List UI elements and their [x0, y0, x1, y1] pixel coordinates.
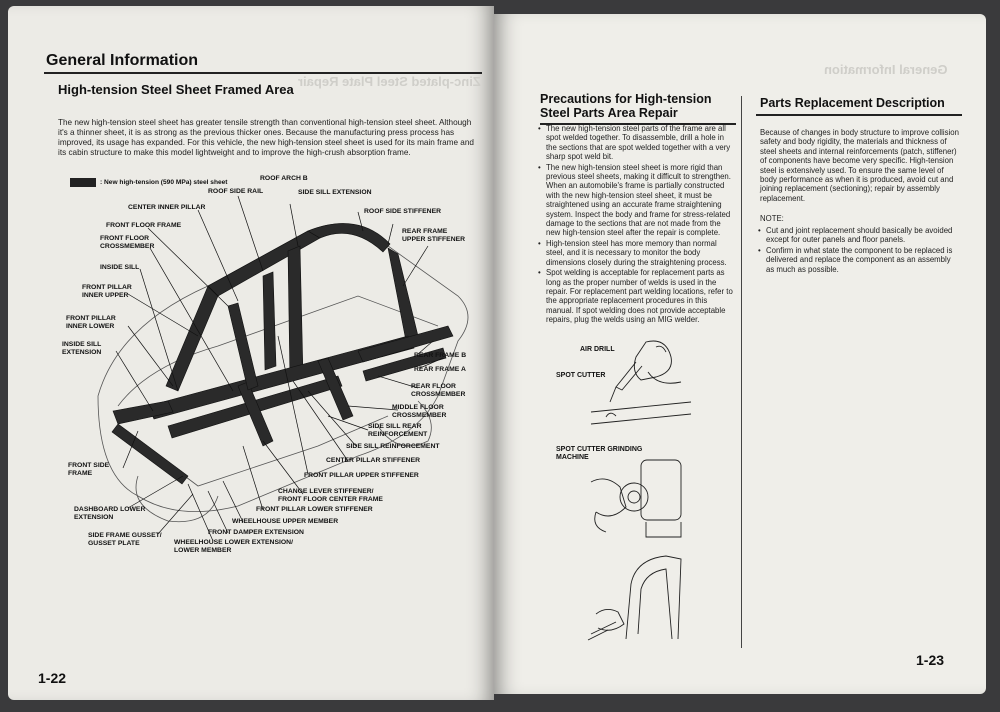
- note-item: • Cut and joint replacement should basically be avoided except for outer panels and floor panels.: [758, 226, 960, 245]
- precaution-item: • The new high-tension steel sheet is more rigid than previous steel sheets, making it difficult to strengthen. When an automobile's frame is partially constructed with the new high-tension steel sheet, it must be straightened using an accurate frame straightening system. Inspect the body and frame for stress-related damage to the sections that are not made from the new high-tension steel after the repair is complete.: [538, 163, 736, 238]
- left-page: [8, 6, 494, 700]
- precautions-title: Precautions for High-tension Steel Parts Area Repair: [540, 92, 712, 120]
- label-spot-cutter: SPOT CUTTER: [556, 372, 606, 379]
- label-air-drill: AIR DRILL: [580, 346, 615, 353]
- label-front-floor-crossmember: FRONT FLOOR CROSSMEMBER: [100, 235, 155, 250]
- section-rule: [44, 72, 482, 74]
- label-front-floor-frame: FRONT FLOOR FRAME: [106, 222, 182, 229]
- note-bullets: [758, 226, 960, 275]
- body-welding-figure: [586, 544, 696, 644]
- legend-label: : New high-tension (590 MPa) steel sheet: [100, 179, 228, 186]
- label-front-pillar-inner-lower: FRONT PILLAR INNER LOWER: [66, 315, 116, 330]
- parts-replacement-title: Parts Replacement Description: [760, 96, 945, 110]
- bleed-through-text: Zinc-plated Steel Plate Repair: [298, 74, 481, 89]
- page-number-right: 1-23: [916, 652, 945, 668]
- label-front-pillar-lower-stiffener: FRONT PILLAR LOWER STIFFENER: [256, 506, 373, 513]
- page-number-left: 1-22: [38, 670, 67, 686]
- label-rear-floor-crossmember: REAR FLOOR CROSSMEMBER: [411, 383, 466, 398]
- label-side-frame-gusset: SIDE FRAME GUSSET/ GUSSET PLATE: [88, 532, 162, 547]
- parts-replacement-paragraph: Because of changes in body structure to improve collision safety and body rigidity, the materials and thickness of steel sheets and internal reinforcements (patch, stiffener) of components have become very specific. High-tension steel is extensively used. To ensure the same level of body performance as when it is produced, avoid cut and joining replacement (sectioning); repair by assembly replacement.: [760, 128, 959, 203]
- label-wheelhouse-upper-member: WHEELHOUSE UPPER MEMBER: [232, 518, 339, 525]
- bleed-through-text: General Information: [824, 62, 948, 77]
- right-page: [494, 14, 986, 694]
- precaution-item: • High-tension steel has more memory than normal steel, and it is necessary to monitor the body dimensions closely during the straightening process.: [538, 239, 736, 267]
- intro-paragraph: The new high-tension steel sheet has greater tensile strength than conventional high-tension steel sheet. Although it's a thinner sheet, it is as strong as the previous thicker ones. Because the manufacturing press process has improved, its usage has expanded. For this vehicle, the new high-tension steel sheet is used for its main frame and its cabin structure to make this model lightweight and to improve the high-crush absorption frame.: [58, 118, 474, 157]
- label-side-sill-reinforcement: SIDE SILL REINFORCEMENT: [346, 443, 440, 450]
- parts-rule: [756, 114, 962, 116]
- section-title: General Information: [46, 52, 199, 69]
- label-change-lever-stiffener: CHANGE LEVER STIFFENER/ FRONT FLOOR CENTER FRAME: [278, 488, 383, 503]
- topic-title: High-tension Steel Sheet Framed Area: [58, 82, 294, 97]
- label-inside-sill: INSIDE SILL: [100, 264, 140, 271]
- label-wheelhouse-lower-extension: WHEELHOUSE LOWER EXTENSION/ LOWER MEMBER: [174, 539, 293, 554]
- label-center-pillar-stiffener: CENTER PILLAR STIFFENER: [326, 457, 421, 464]
- label-middle-floor-crossmember: MIDDLE FLOOR CROSSMEMBER: [392, 404, 447, 419]
- note-label: NOTE:: [760, 214, 784, 223]
- air-drill-figure: [586, 332, 696, 442]
- note-item: • Confirm in what state the component to be replaced is delivered and replace the component as an assembly as much as possible.: [758, 246, 960, 274]
- column-divider: [741, 96, 742, 648]
- label-dashboard-lower-extension: DASHBOARD LOWER EXTENSION: [74, 506, 146, 521]
- precaution-item: • The new high-tension steel parts of the frame are all spot welded together. To disassemble, drill a hole in the sections that are spot welded together with a very sharp spot weld bit.: [538, 124, 736, 162]
- label-side-sill-extension: SIDE SILL EXTENSION: [298, 189, 372, 196]
- label-roof-side-stiffener: ROOF SIDE STIFFENER: [364, 208, 442, 215]
- label-front-pillar-inner-upper: FRONT PILLAR INNER UPPER: [82, 284, 132, 299]
- precaution-item: • Spot welding is acceptable for replacement parts as long as the proper number of welds is used in the repair. For replacement part welding locations, refer to the appropriate replacement procedures in this manual. If spot welding does not provide acceptable repairs, plug the welds using an MIG welder.: [538, 268, 736, 324]
- precautions-bullets: [538, 124, 736, 326]
- label-roof-arch-b: ROOF ARCH B: [260, 175, 308, 182]
- label-front-damper-extension: FRONT DAMPER EXTENSION: [208, 529, 304, 536]
- label-center-inner-pillar: CENTER INNER PILLAR: [128, 204, 206, 211]
- label-rear-frame-b: REAR FRAME B: [414, 352, 467, 359]
- label-spot-cutter-grinding-machine: SPOT CUTTER GRINDING MACHINE: [556, 446, 643, 461]
- label-rear-frame-a: REAR FRAME A: [414, 366, 466, 373]
- label-side-sill-rear-reinforcement: SIDE SILL REAR REINFORCEMENT: [368, 423, 428, 438]
- label-rear-frame-upper-stiffener: REAR FRAME UPPER STIFFENER: [402, 228, 466, 243]
- label-inside-sill-extension: INSIDE SILL EXTENSION: [62, 341, 102, 356]
- grinding-machine-figure: [586, 452, 696, 542]
- label-front-side-frame: FRONT SIDE FRAME: [68, 462, 110, 477]
- label-front-pillar-upper-stiffener: FRONT PILLAR UPPER STIFFENER: [304, 472, 419, 479]
- label-roof-side-rail: ROOF SIDE RAIL: [208, 188, 264, 195]
